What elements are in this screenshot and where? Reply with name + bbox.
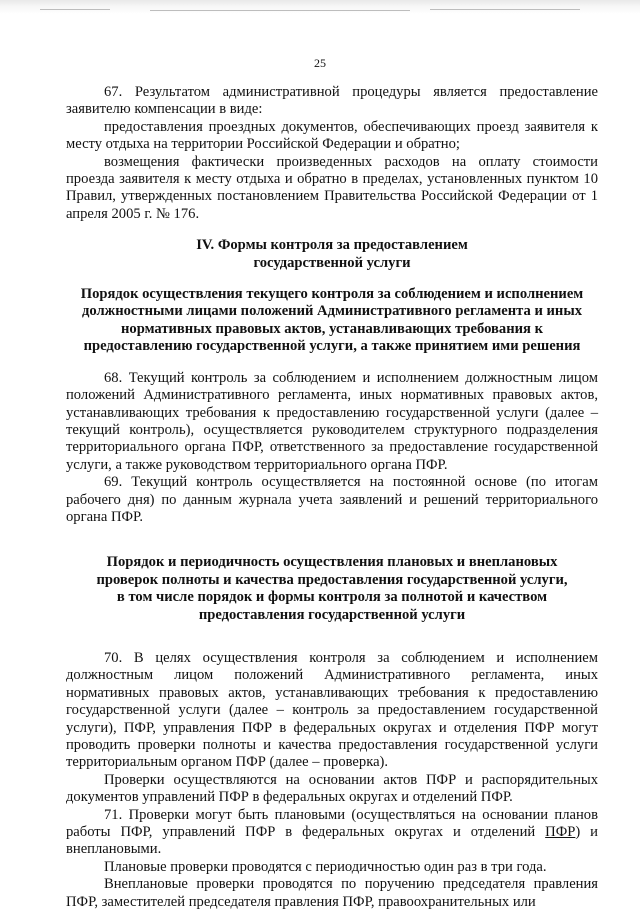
paragraph-67: 67. Результатом административной процедуры является предоставление заявителю компенсации в виде: [66,84,598,118]
subsection-current-control-heading: Порядок осуществления текущего контроля за соблюдением и исполнением должностными лицами положений Административного регламента и иных нормативных правовых актов, устанавливающих требования к предоставлению государственной услуги, а также принятием ими решения [80,286,584,355]
section-4-heading: IV. Формы контроля за предоставлением государственной услуги [196,237,468,271]
paragraph-71-text: 71. Проверки могут быть плановыми (осуществляться на основании планов работы ПФР, управлений ПФР в федеральных округах и отделений [66,806,598,841]
subsection-inspections-heading: Порядок и периодичность осуществления плановых и внеплановых проверок полноты и качества предоставления государственной услуги, в том числе порядок и формы контроля за полнотой и качеством предоставления государственной услуги [96,554,568,623]
paragraph-70: 70. В целях осуществления контроля за соблюдением и исполнением должностным лицом положений Административного регламента, иных нормативных правовых актов, устанавливающих требования к предоставлению государственной услуги (далее – контроль за предоставлением государственной услуги), ПФР, управления ПФР в федеральных округах и отделения ПФР могут проводить проверки полноты и качества предоставления государственной услуги территориальным органом ПФР (далее – проверка). [66,649,598,771]
scan-artifact-line [40,9,110,10]
paragraph-71-unplanned: Внеплановые проверки проводятся по поручению председателя правления ПФР, заместителей председателя правления ПФР, правоохранительных или [66,876,598,910]
paragraph-67-item-1: предоставления проездных документов, обеспечивающих проезд заявителя к месту отдыха на территории Российской Федерации и обратно; [66,118,598,153]
paragraph-69: 69. Текущий контроль осуществляется на постоянной основе (по итогам рабочего дня) по данным журнала учета заявлений и решений территориального органа ПФР. [66,474,598,525]
page-number: 25 [314,56,326,70]
scan-artifact-line [430,9,580,10]
paragraph-71-underlined: ПФР [545,824,576,841]
scan-artifact-line [150,10,410,11]
document-body [66,84,598,911]
scan-top-edge [0,0,640,14]
paragraph-67-item-2: возмещения фактически произведенных расходов на оплату стоимости проезда заявителя к месту отдыха и обратно в пределах, установленных пунктом 10 Правил, утвержденных постановлением Правительства Российской Федерации от 1 апреля 2005 г. № 176. [66,153,598,222]
paragraph-70-inspections-basis: Проверки осуществляются на основании актов ПФР и распорядительных документов управлений ПФР в федеральных округах и отделений ПФР. [66,771,598,806]
paragraph-71-tail: ) и внеплановыми. [66,824,598,858]
paragraph-71 [66,807,598,859]
paragraph-68: 68. Текущий контроль за соблюдением и исполнением должностным лицом положений Административного регламента, иных нормативных правовых актов, устанавливающих требования к предоставлению государственной услуги (далее – текущий контроль), осуществляется руководителем структурного подразделения территориального органа ПФР, ответственного за предоставление государственной услуги, а также руководством территориального органа ПФР. [66,369,598,473]
paragraph-71-planned: Плановые проверки проводятся с периодичностью один раз в три года. [104,858,547,875]
